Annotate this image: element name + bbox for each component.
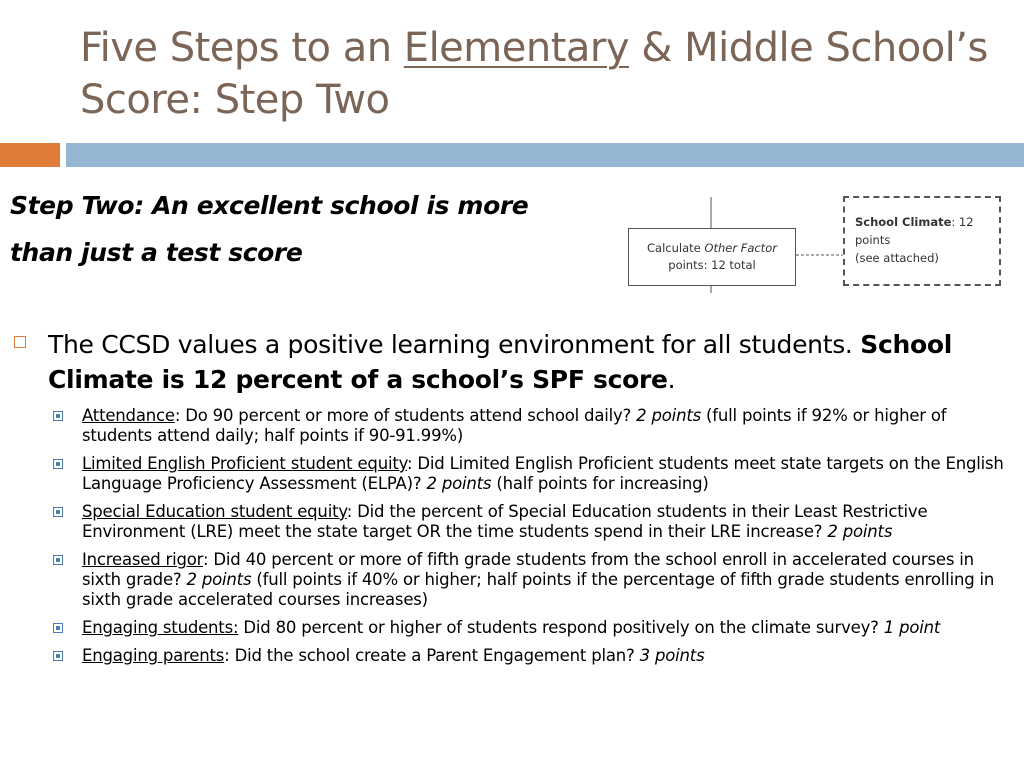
item-text: : Did Limited English Proficient students meet state targets on the English Language Proficiency Assessment (ELPA)?	[82, 454, 1004, 493]
title-underlined: Elementary	[403, 25, 630, 71]
item-note: (full points if 92% or higher of students attend daily; half points if 90-91.99%)	[82, 406, 947, 445]
item-points: 2 points	[827, 522, 893, 541]
slide-title	[80, 22, 1010, 126]
item-text: : Did the school create a Parent Engagement plan?	[224, 646, 640, 665]
square-bullet-icon	[53, 651, 63, 661]
item-text: : Did the percent of Special Education students in their Least Restrictive Environment (LRE) meet the state target OR the time students spend in their LRE increase?	[82, 502, 928, 541]
accent-bar-orange	[0, 143, 60, 167]
main-bullet-text: The CCSD values a positive learning environment for all students.	[48, 330, 861, 359]
main-bullet-bold: School Climate is 12 percent of a school’s SPF score	[48, 330, 952, 394]
climate-line2: points	[855, 233, 891, 247]
title-part2: & Middle School’s Score: Step Two	[80, 25, 988, 123]
item-points: 2 points	[186, 570, 252, 589]
item-text: Did 80 percent or higher of students respond positively on the climate survey?	[238, 618, 884, 637]
main-bullet-end: .	[667, 365, 676, 394]
title-part1: Five Steps to an	[80, 25, 404, 71]
list-item	[48, 618, 1008, 638]
square-bullet-icon	[53, 411, 63, 421]
climate-label: School Climate	[855, 215, 952, 229]
list-item	[48, 646, 1008, 666]
subheading-line1: Step Two: An excellent school is more	[10, 191, 529, 220]
item-label: Engaging students:	[82, 618, 239, 637]
climate-line3: (see attached)	[855, 251, 939, 265]
square-bullet-icon	[53, 555, 63, 565]
item-points: 2 points	[426, 474, 492, 493]
criteria-list	[48, 406, 1008, 674]
calc-italic: Other Factor	[704, 241, 777, 255]
item-points: 1 point	[883, 618, 941, 637]
item-note: (full points if 40% or higher; half points if the percentage of fifth grade students enrolling in sixth grade accelerated courses increases)	[82, 570, 995, 609]
item-label: Increased rigor	[82, 550, 203, 569]
square-bullet-icon	[53, 507, 63, 517]
list-item	[48, 502, 1008, 542]
list-item	[48, 406, 1008, 446]
climate-value: : 12	[951, 215, 974, 229]
item-label: Limited English Proficient student equity	[82, 454, 407, 473]
calc-line2: points: 12 total	[668, 258, 756, 272]
item-text: : Do 90 percent or more of students attend school daily?	[174, 406, 637, 425]
item-points: 2 points	[636, 406, 701, 425]
accent-bar-blue	[66, 143, 1024, 167]
step-subheading	[10, 182, 650, 276]
item-label: Attendance	[82, 406, 175, 425]
square-bullet-icon	[53, 459, 63, 469]
item-label: Special Education student equity	[82, 502, 347, 521]
item-note: (half points for increasing)	[491, 474, 709, 493]
calculate-box	[628, 228, 796, 286]
school-climate-box	[843, 196, 1001, 286]
calc-prefix: Calculate	[647, 241, 705, 255]
list-item	[48, 550, 1008, 610]
list-item	[48, 454, 1008, 494]
item-text: : Did 40 percent or more of fifth grade students from the school enroll in accelerated courses in sixth grade?	[82, 550, 974, 589]
hollow-square-bullet-icon	[14, 336, 26, 348]
item-label: Engaging parents	[82, 646, 225, 665]
main-bullet	[14, 327, 1004, 397]
item-points: 3 points	[639, 646, 705, 665]
subheading-line2: than just a test score	[10, 238, 303, 267]
square-bullet-icon	[53, 623, 63, 633]
